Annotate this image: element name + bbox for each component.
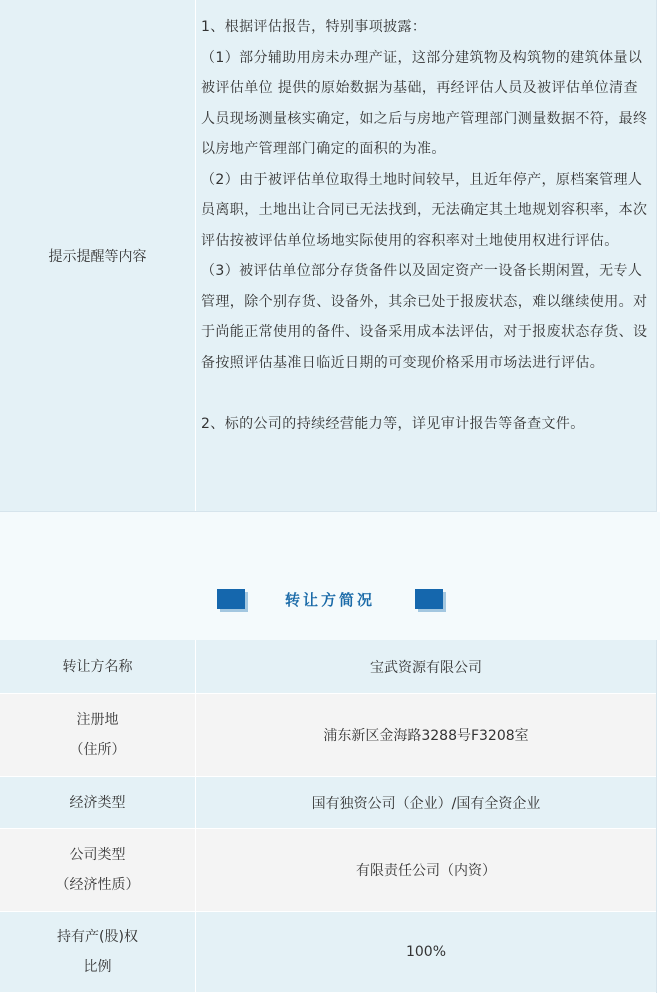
row-label-line: 持有产(股)权 [57, 929, 138, 945]
special-notes-content [196, 0, 656, 511]
row-label [0, 829, 196, 911]
note-paragraph: 1、根据评估报告，特别事项披露： [201, 19, 427, 35]
section-title: 转让方简况 [284, 590, 375, 609]
row-value: 国有独资公司（企业）/国有全资企业 [311, 795, 541, 812]
table-row [0, 694, 656, 777]
table-row [0, 777, 656, 829]
row-label-line: 转让方名称 [62, 658, 133, 675]
row-label-line: （住所） [69, 742, 126, 758]
note-paragraph: （1）部分辅助用房未办理产证，这部分建筑物及构筑物的建筑体量以被评估单位 提供的原始数据为基础，再经评估人员及被评估单位清查人员现场测量核实确定，如之后与房地产管理部门测量数据不符，最终以房地产管理部门确定的面积的为准。 [201, 49, 648, 157]
paragraph-spacer [201, 378, 648, 409]
row-label-line: （经济性质） [55, 877, 140, 893]
title-decoration-right-icon [415, 589, 443, 609]
note-paragraph: 2、标的公司的持续经营能力等，详见审计报告等备查文件。 [201, 415, 585, 432]
table-row [0, 912, 656, 993]
row-value: 100% [405, 944, 447, 960]
section-header [0, 584, 660, 614]
row-label-line: 公司类型 [69, 847, 126, 863]
row-label-line: 比例 [83, 959, 112, 975]
row-value: 浦东新区金海路3288号F3208室 [323, 728, 529, 744]
note-paragraph: （3）被评估单位部分存货备件以及固定资产一设备长期闲置，无专人管理，除个别存货、设备外，其余已处于报废状态，难以继续使用。对于尚能正常使用的备件、设备采用成本法评估，对于报废状态存货、设备按照评估基准日临近日期的可变现价格采用市场法进行评估。 [201, 263, 648, 371]
row-label-line: 经济类型 [69, 794, 126, 811]
row-value: 有限责任公司（内资） [356, 863, 496, 879]
title-decoration-left-icon [217, 589, 245, 609]
table-row [0, 640, 656, 694]
note-paragraph: （2）由于被评估单位取得土地时间较早，且近年停产，原档案管理人员离职，土地出让合同已无法找到，无法确定其土地规划容积率，本次评估按被评估单位场地实际使用的容积率对土地使用权进行评估。 [201, 171, 648, 249]
row-label [0, 640, 196, 693]
row-label-line: 注册地 [76, 712, 119, 728]
special-notes-label-text: 提示提醒等内容 [48, 248, 147, 265]
transferor-table [0, 640, 657, 993]
special-notes-label [0, 0, 196, 511]
table-row [0, 829, 656, 912]
section-gap [0, 512, 660, 640]
row-label [0, 777, 196, 828]
row-value: 宝武资源有限公司 [370, 659, 482, 676]
row-label [0, 912, 196, 992]
row-label [0, 694, 196, 776]
